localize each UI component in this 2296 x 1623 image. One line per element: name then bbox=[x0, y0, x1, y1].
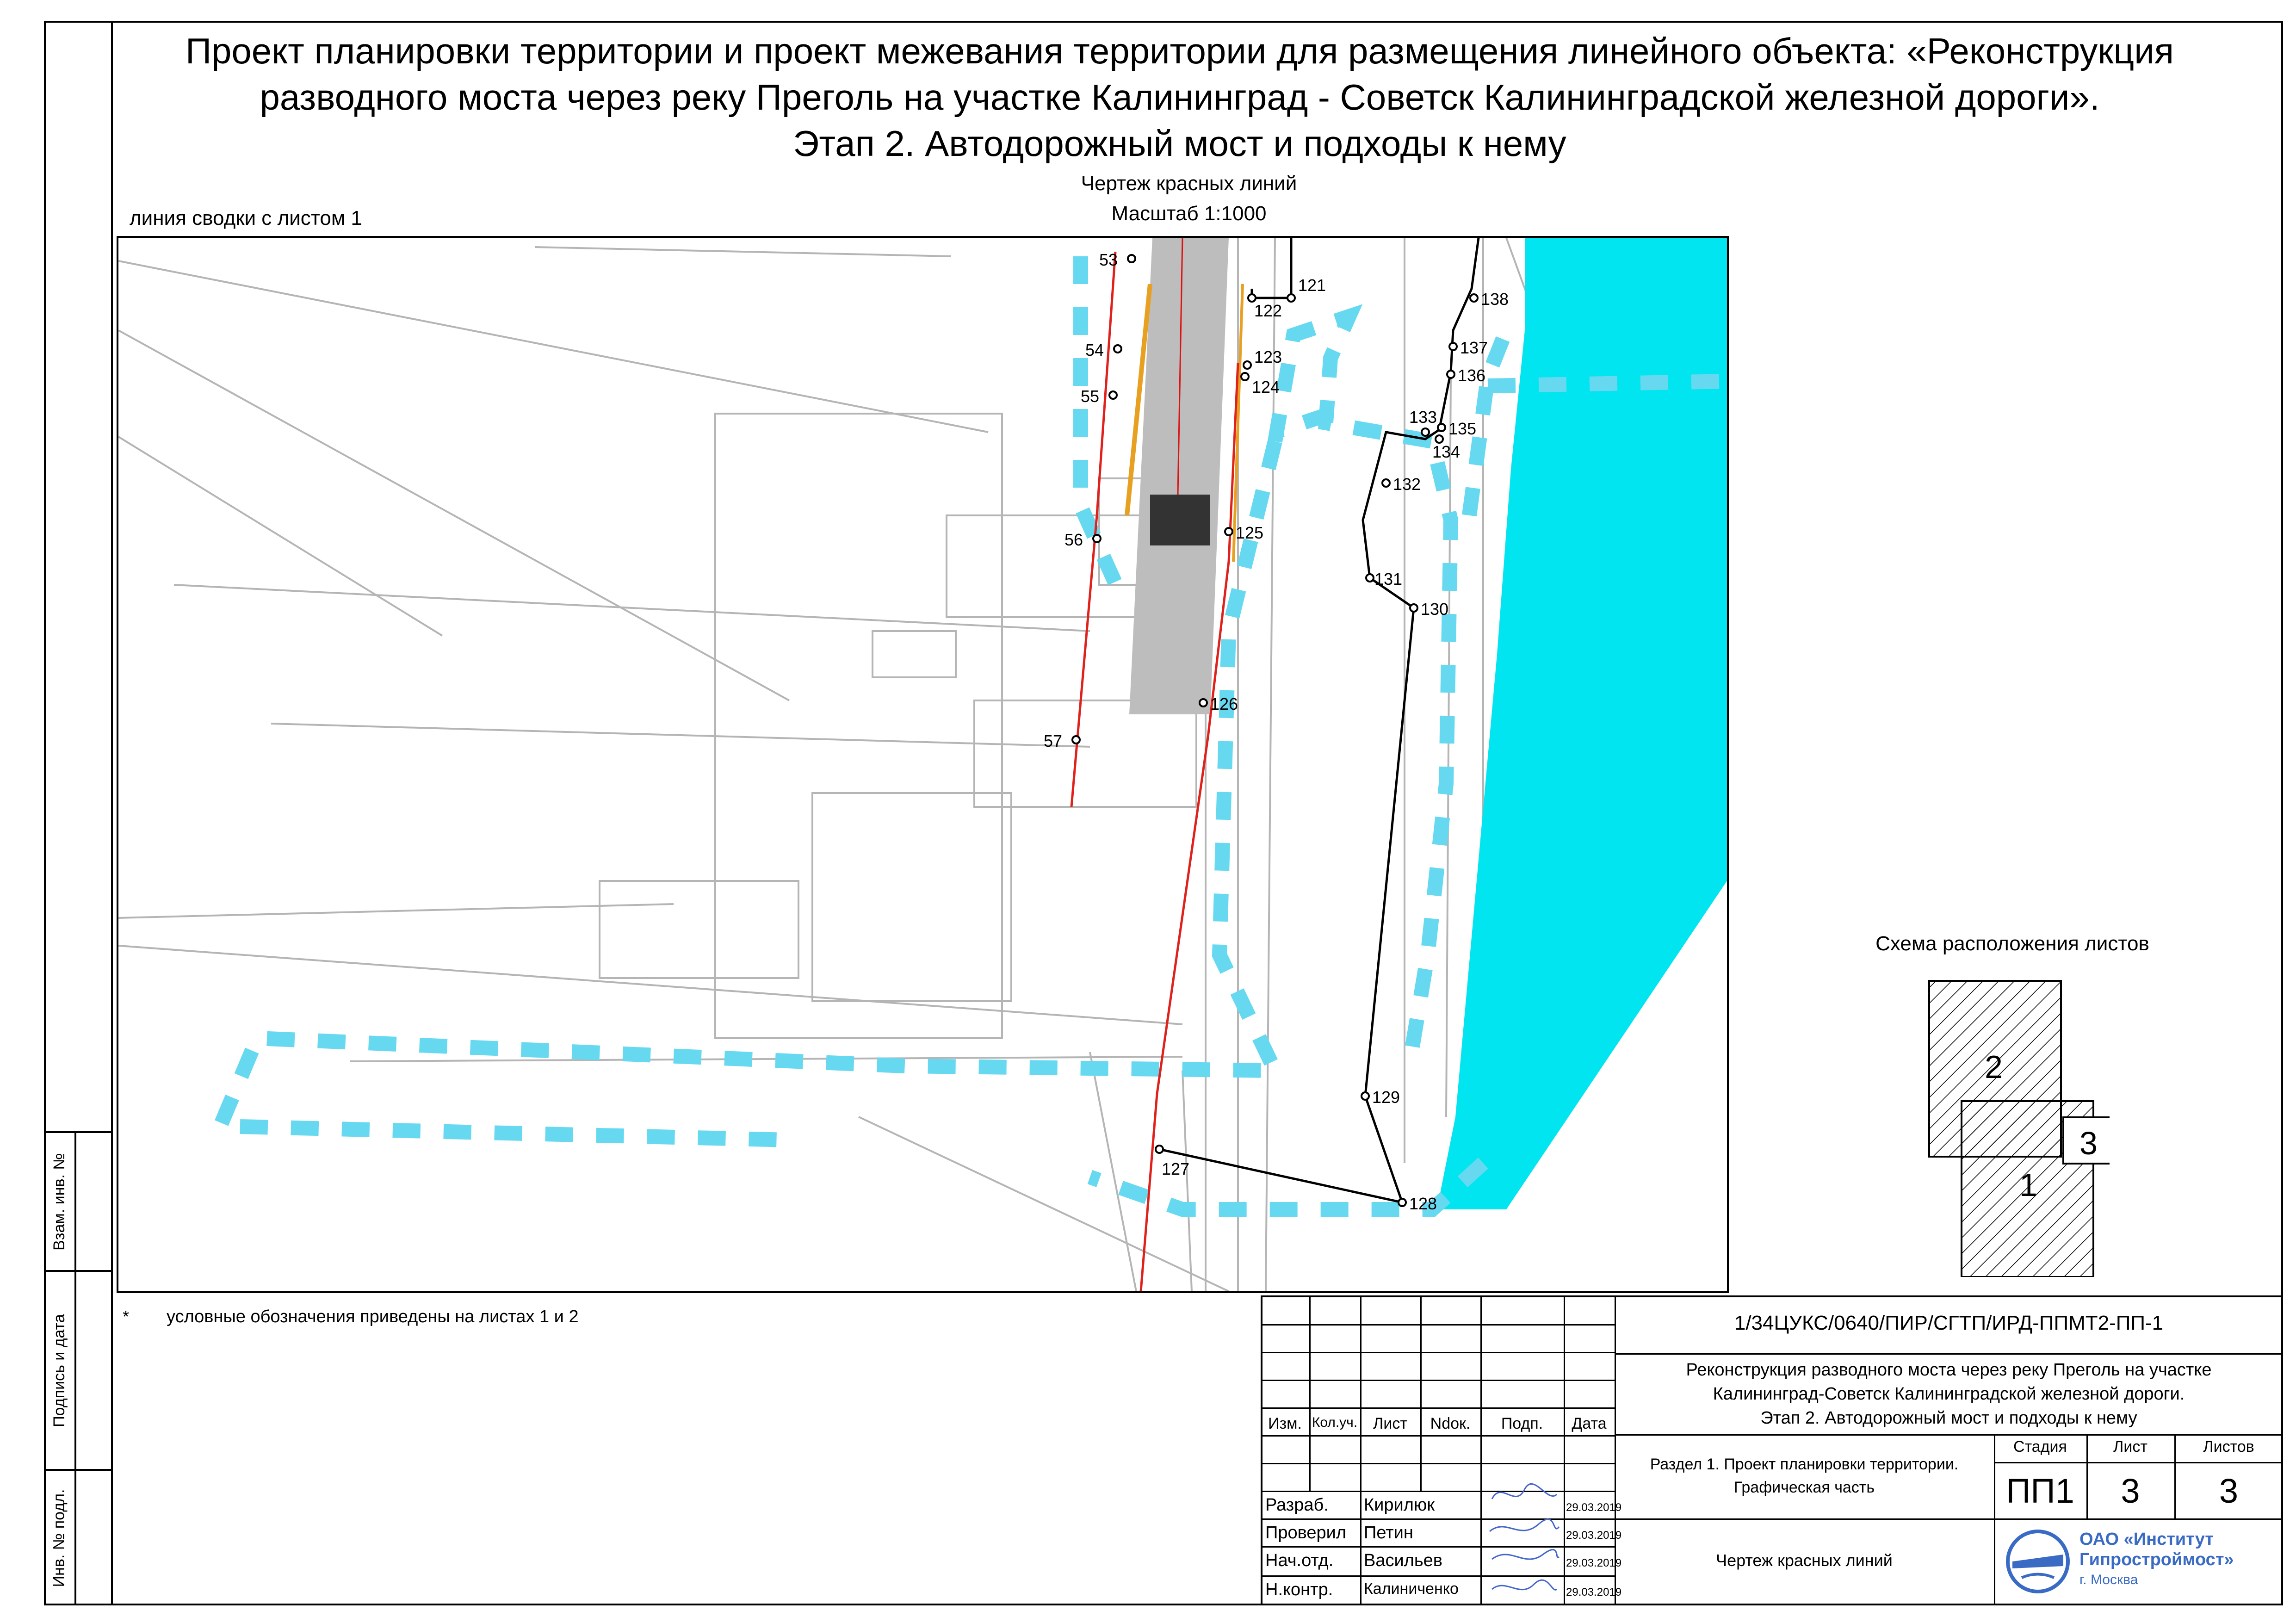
staff-date: 29.03.2019 bbox=[1566, 1557, 1622, 1569]
point-label: 128 bbox=[1409, 1194, 1437, 1213]
rev-header-ndok: Ndок. bbox=[1430, 1415, 1471, 1432]
title-line-2: разводного моста через реку Преголь на участке Калининград - Советск Калининградской железной дороги». bbox=[260, 77, 2100, 118]
object-line: Калининград-Советск Калининградской железной дороги. bbox=[1713, 1384, 2185, 1404]
stage-header: Стадия bbox=[2013, 1438, 2067, 1456]
stage-value: ПП1 bbox=[2006, 1472, 2074, 1510]
frame-margin-line bbox=[111, 21, 113, 1605]
side-stamp-replace bbox=[44, 1131, 111, 1270]
sheets-header: Листов bbox=[2203, 1438, 2254, 1456]
footnote-marker: * bbox=[123, 1307, 130, 1326]
rev-header-kol: Кол.уч. bbox=[1312, 1415, 1358, 1430]
point-label: 137 bbox=[1460, 338, 1488, 357]
title-line-1: Проект планировки территории и проект межевания территории для размещения линейного объекта: «Реконструкция bbox=[185, 31, 2174, 71]
staff-role: Проверил bbox=[1265, 1523, 1347, 1542]
drawing-name: Чертеж красных линий bbox=[1081, 172, 1297, 195]
scheme-sheet-2: 2 bbox=[1985, 1049, 2003, 1085]
point-label: 138 bbox=[1481, 290, 1509, 309]
point-label: 135 bbox=[1448, 419, 1477, 438]
point-label: 125 bbox=[1236, 523, 1264, 542]
org-line: г. Москва bbox=[2079, 1572, 2138, 1587]
title-line-3: Этап 2. Автодорожный мост и подходы к нему bbox=[793, 123, 1566, 164]
rev-header-izm: Изм. bbox=[1268, 1415, 1302, 1432]
side-label: Взам. инв. № bbox=[50, 1152, 68, 1251]
sheets-value: 3 bbox=[2219, 1472, 2239, 1510]
point-label: 134 bbox=[1432, 442, 1461, 461]
point-label: 122 bbox=[1254, 301, 1282, 320]
point-label: 124 bbox=[1252, 378, 1280, 396]
point-label: 133 bbox=[1409, 408, 1437, 427]
point-label: 56 bbox=[1064, 530, 1083, 549]
sheet-title: Чертеж красных линий bbox=[1716, 1551, 1893, 1570]
staff-date: 29.03.2019 bbox=[1566, 1529, 1622, 1542]
side-label: Подпись и дата bbox=[50, 1313, 68, 1427]
sheet-scheme-title: Схема расположения листов bbox=[1875, 932, 2149, 955]
point-label: 123 bbox=[1254, 347, 1282, 366]
point-label: 129 bbox=[1372, 1088, 1400, 1107]
map-svg bbox=[118, 238, 1727, 1291]
object-line: Этап 2. Автодорожный мост и подходы к нему bbox=[1760, 1408, 2137, 1428]
document-title bbox=[111, 28, 2248, 167]
staff-role: Н.контр. bbox=[1265, 1580, 1333, 1599]
point-label: 130 bbox=[1421, 600, 1449, 619]
sheet-scheme bbox=[1925, 976, 2110, 1277]
rev-header-podp: Подп. bbox=[1501, 1415, 1543, 1432]
map-drawing[interactable] bbox=[117, 236, 1729, 1293]
base-topography bbox=[118, 238, 1543, 1291]
point-label: 121 bbox=[1298, 276, 1326, 295]
point-label: 57 bbox=[1044, 731, 1063, 750]
staff-role: Нач.отд. bbox=[1265, 1551, 1334, 1570]
object-line: Реконструкция разводного моста через реку Преголь на участке bbox=[1686, 1360, 2212, 1380]
staff-name: Кирилюк bbox=[1364, 1495, 1435, 1515]
signatures bbox=[1483, 1481, 1564, 1605]
staff-name: Васильев bbox=[1364, 1551, 1442, 1570]
side-label: Инв. № подл. bbox=[50, 1489, 68, 1587]
section-name bbox=[1615, 1453, 1994, 1499]
drawing-scale: Масштаб 1:1000 bbox=[1111, 202, 1267, 225]
point-label: 131 bbox=[1374, 570, 1403, 588]
point-label: 54 bbox=[1085, 341, 1104, 359]
staff-role: Разраб. bbox=[1265, 1495, 1329, 1515]
sheet-value: 3 bbox=[2121, 1472, 2140, 1510]
side-stamp-sign bbox=[44, 1270, 111, 1469]
object-name bbox=[1615, 1358, 2283, 1430]
point-label: 136 bbox=[1458, 366, 1486, 385]
staff-date: 29.03.2019 bbox=[1566, 1501, 1622, 1514]
staff-name: Калиниченко bbox=[1364, 1580, 1459, 1598]
staff-name: Петин bbox=[1364, 1523, 1413, 1542]
org-name bbox=[2079, 1529, 2234, 1590]
point-label: 53 bbox=[1099, 250, 1118, 269]
point-label: 55 bbox=[1081, 387, 1100, 406]
org-line: ОАО «Институт bbox=[2079, 1530, 2214, 1549]
document-code: 1/34ЦУКС/0640/ПИР/СГТП/ИРД-ППМТ2-ПП-1 bbox=[1734, 1312, 2164, 1334]
scheme-sheet-1: 1 bbox=[2019, 1167, 2037, 1203]
point-label: 132 bbox=[1393, 475, 1421, 494]
section-line: Раздел 1. Проект планировки территории. bbox=[1650, 1456, 1959, 1473]
sheet-header: Лист bbox=[2113, 1438, 2147, 1456]
staff-date: 29.03.2019 bbox=[1566, 1586, 1622, 1598]
footnote-text: условные обозначения приведены на листах 1 и 2 bbox=[167, 1307, 579, 1326]
junction-note: линия сводки с листом 1 bbox=[130, 207, 362, 229]
rev-header-date: Дата bbox=[1572, 1415, 1607, 1432]
section-line: Графическая часть bbox=[1733, 1479, 1875, 1496]
point-label: 127 bbox=[1162, 1159, 1190, 1178]
gipro-logo-icon bbox=[2003, 1527, 2073, 1596]
org-line: Гипростроймост» bbox=[2079, 1550, 2234, 1569]
scheme-sheet-3: 3 bbox=[2079, 1125, 2098, 1161]
rev-header-list: Лист bbox=[1373, 1415, 1407, 1432]
side-stamp-inv bbox=[44, 1469, 111, 1605]
point-label: 126 bbox=[1210, 694, 1238, 713]
